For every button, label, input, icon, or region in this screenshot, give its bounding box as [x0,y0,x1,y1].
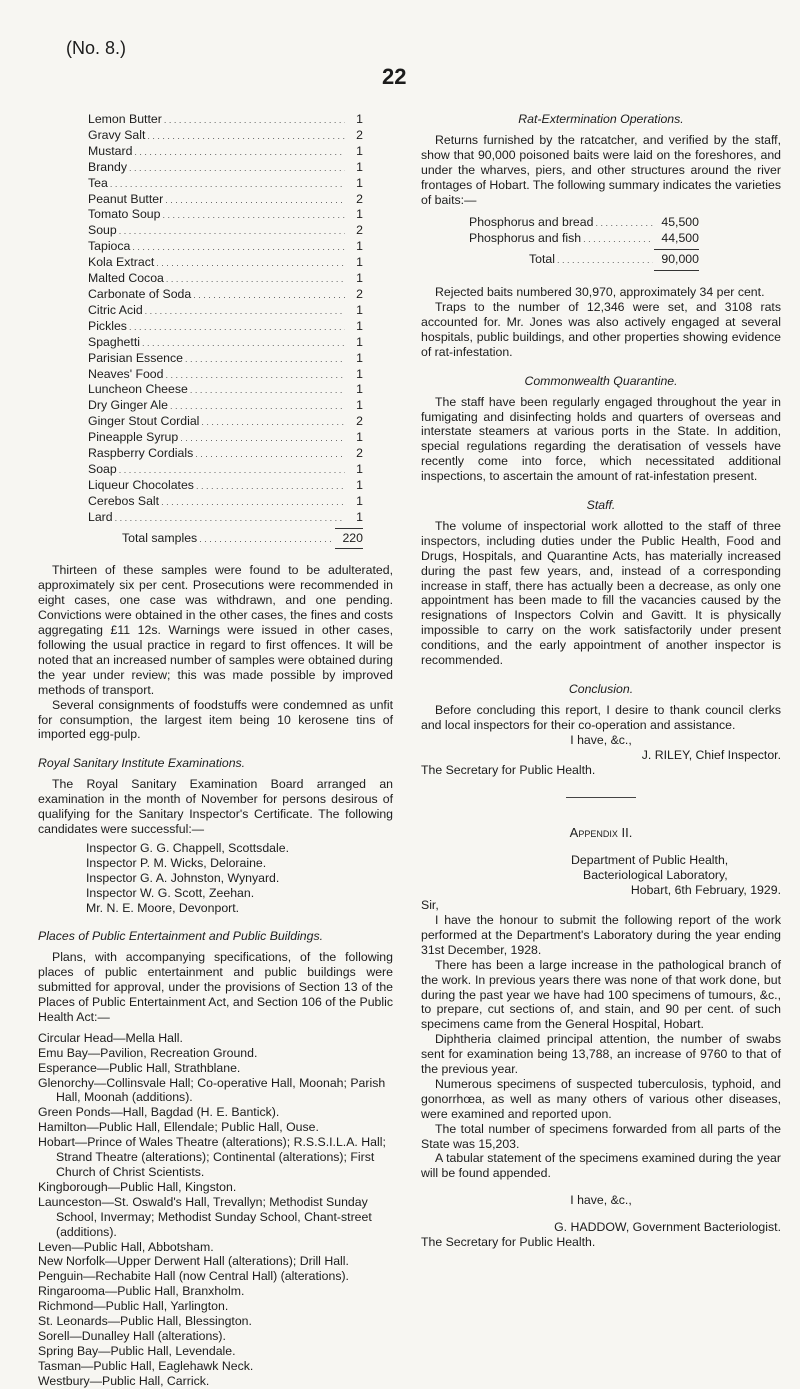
sample-count: 1 [356,477,363,492]
sample-name: Neaves' Food [88,366,164,381]
sample-row [88,239,363,255]
places-paragraph: Plans, with accompanying specifications, of the following places of public entertainment and public buildings were submitted for approval, under the provisions of Section 13 of the Places of Public Entertainment Act, and Section 106 of the Public Health Act:— [38,950,393,1024]
sample-name: Raspberry Cordials [88,446,194,461]
sample-name: Peanut Butter [88,191,164,206]
sample-count: 1 [356,255,363,270]
venue-item: Westbury—Public Hall, Carrick. [38,1373,210,1388]
venue-item: Richmond—Public Hall, Yarlington. [38,1299,229,1314]
conclusion-paragraph: Before concluding this report, I desire to thank council clerks and local inspectors for their co-operation and assistance. [421,702,781,732]
candidate-item: Inspector G. G. Chappell, Scottsdale. [86,840,290,855]
sample-name: Luncheon Cheese [88,382,188,397]
sample-name: Parisian Essence [88,350,184,365]
sample-name: Dry Ginger Ale [88,398,168,413]
sample-row [88,287,363,303]
sample-row [88,192,363,208]
sample-row [88,176,363,192]
sample-count: 1 [356,159,363,174]
venue-item: Launceston—St. Oswald's Hall, Trevallyn; Methodist Sunday School, Invermay; Methodist Sunday School, Chant-street (additions). [38,1194,372,1239]
places-heading: Places of Public Entertainment and Public Buildings. [38,929,324,944]
venue-item: Glenorchy—Collinsvale Hall; Co-operative Hall, Moonah; Parish Hall, Moonah (additions). [38,1075,386,1105]
venue-item: Tasman—Public Hall, Eaglehawk Neck. [38,1358,254,1373]
sample-count: 1 [356,302,363,317]
sign2-have: I have, &c., [570,1193,632,1208]
sample-row [88,478,363,494]
sample-name: Pickles [88,318,127,333]
staff-heading: Staff. [586,498,616,513]
candidates-list [86,841,393,916]
sample-row [88,319,363,335]
candidate-item: Inspector G. A. Johnston, Wynyard. [86,870,280,885]
sample-count: 1 [356,271,363,286]
sample-row [88,510,363,526]
increase-paragraph: There has been a large increase in the pathological branch of the work. In previous years there was none of that work done, but during the past year we have had 100 specimens of tumours, &c., to prepare, cut sections of, and stain, and 90 per cent. of such specimens came from the General Hospital, Hobart. [421,957,781,1032]
sample-name: Citric Acid [88,302,143,317]
sample-name: Mustard [88,143,133,158]
sample-name: Ginger Stout Cordial [88,414,200,429]
sample-name: Cerebos Salt [88,493,160,508]
sample-name: Tea [88,175,108,190]
sample-row [88,382,363,398]
sample-count: 1 [356,398,363,413]
sample-count: 1 [356,143,363,158]
sample-row [88,223,363,239]
sample-count: 1 [356,430,363,445]
venue-item: Sorell—Dunalley Hall (alterations). [38,1328,226,1343]
page-number: 22 [382,64,407,89]
venue-item: Circular Head—Mella Hall. [38,1030,183,1045]
bait-value: 44,500 [661,231,699,246]
baits-total-value: 90,000 [661,252,699,267]
traps-paragraph: Traps to the number of 12,346 were set, and 3108 rats accounted for. Mr. Jones was also actively engaged at several hospitals, public buildings, and other properties showing evidence of rat-infestation. [421,300,781,359]
bait-name: Phosphorus and fish [469,231,582,246]
adulterated-paragraph: Thirteen of these samples were found to be adulterated, approximately six per cent. Prosecutions were recommended in eight cases, one case was withdrawn, and one pending. Convictions were obtained in the other cases, the fines and costs aggregating £11 12s. Warnings were issued in other cases, following the usual practice in regard to first offences. It will be noted that an increased number of samples were obtained during the year under review; this was made possible by improved methods of transport. [38,563,393,697]
sample-count: 1 [356,461,363,476]
total-rule [335,528,363,529]
sample-name: Lard [88,509,113,524]
appendix-title: Appendix II. [569,825,633,841]
sample-name: Lemon Butter [88,112,162,126]
venue-item: Ringarooma—Public Hall, Branxholm. [38,1284,245,1299]
sample-count: 1 [356,112,363,126]
sample-count: 2 [356,286,363,301]
sample-name: Malted Cocoa [88,271,164,286]
sample-count: 1 [356,509,363,524]
sample-count: 2 [356,191,363,206]
bait-row [469,231,699,247]
sample-name: Tapioca [88,239,131,254]
address-line-2: Bacteriological Laboratory, [583,868,728,883]
sample-row [88,303,363,319]
sample-row [88,351,363,367]
venue-item: Green Ponds—Hall, Bagdad (H. E. Bantick). [38,1105,280,1120]
sample-row [88,112,363,128]
sample-name: Carbonate of Soda [88,286,192,301]
numerous-paragraph: Numerous specimens of suspected tuberculosis, typhoid, and gonorrhœa, as well as many others of various other diseases, were examined and reported upon. [421,1076,781,1121]
conclusion-heading: Conclusion. [568,682,634,696]
section-divider [566,797,636,798]
rat-heading: Rat-Extermination Operations. [518,112,684,126]
total-rule-bottom [335,548,363,549]
sample-row [88,144,363,160]
venue-item: Spring Bay—Public Hall, Levendale. [38,1343,236,1358]
left-column [38,112,393,1389]
venue-item: Hamilton—Public Hall, Ellendale; Public Hall, Ouse. [38,1120,319,1135]
sample-row [88,494,363,510]
sample-row [88,128,363,144]
quarantine-paragraph: The staff have been regularly engaged throughout the year in fumigating and disinfecting holds and quarters of overseas and interstate steamers at various ports in the State. In addition, special regulations regarding the deratisation of vessels have recently come into force, which necessitated additional inspections, to ascertain the amount of rat-infestation present. [421,394,781,484]
sample-count: 2 [356,223,363,238]
sample-name: Gravy Salt [88,127,146,142]
venue-item: St. Leonards—Public Hall, Blessington. [38,1314,252,1329]
sign2-name: G. HADDOW, Government Bacteriologist. [554,1220,781,1235]
venue-item: Esperance—Public Hall, Strathblane. [38,1060,241,1075]
sample-row [88,367,363,383]
sample-count: 1 [356,493,363,508]
sign2-recipient: The Secretary for Public Health. [421,1235,596,1250]
sample-count: 2 [356,446,363,461]
sample-count: 1 [356,239,363,254]
sample-count: 2 [356,414,363,429]
sample-count: 1 [356,350,363,365]
candidate-item: Mr. N. E. Moore, Devonport. [86,900,240,915]
quarantine-heading: Commonwealth Quarantine. [524,373,678,388]
rat-paragraph: Returns furnished by the ratcatcher, and verified by the staff, show that 90,000 poisoned baits were laid on the foreshores, and under the wharves, piers, and other structures around the river frontages of Hobart. The following summary indicates the varieties of baits:— [421,132,781,207]
sample-count: 1 [356,175,363,190]
sample-name: Soap [88,461,117,476]
sample-row [88,160,363,176]
total-samples-value: 220 [342,530,363,545]
document-number: (No. 8.) [66,38,127,58]
samples-total [88,528,363,550]
sample-row [88,398,363,414]
sample-row [88,255,363,271]
sample-count: 1 [356,207,363,222]
right-column [421,112,781,1250]
address-line-1: Department of Public Health, [571,853,729,868]
sample-row [88,335,363,351]
sample-count: 1 [356,334,363,349]
baits-total-label: Total [529,252,555,267]
sample-count: 1 [356,366,363,381]
bait-value: 45,500 [661,215,699,230]
rsi-heading: Royal Sanitary Institute Examinations. [38,756,246,771]
venues-list [38,1031,393,1389]
sample-name: Spaghetti [88,334,140,349]
sign-recipient: The Secretary for Public Health. [421,762,596,777]
venue-item: Leven—Public Hall, Abbotsham. [38,1239,214,1254]
sample-row [88,430,363,446]
sample-name: Tomato Soup [88,207,161,222]
salutation: Sir, [421,898,439,913]
candidate-item: Inspector W. G. Scott, Zeehan. [86,885,255,900]
venue-item: Penguin—Rechabite Hall (now Central Hall) (alterations). [38,1269,349,1284]
sample-name: Soup [88,223,117,238]
venue-item: New Norfolk—Upper Derwent Hall (alterations); Drill Hall. [38,1254,349,1269]
address-line-3: Hobart, 6th February, 1929. [630,883,781,898]
sample-row [88,207,363,223]
sample-name: Brandy [88,159,127,174]
sample-row [88,414,363,430]
total-samples-label: Total samples [122,530,198,545]
staff-paragraph: The volume of inspectorial work allotted to the staff of three inspectors, including duties under the Public Health, Food and Drugs, Hospitals, and Quarantine Acts, has materially increased during the past few years, and, instead of a corresponding increase in staff, there has actually been a decrease, as only one appointment has been made to fill the vacancies caused by the resignations of Inspectors Colvin and Gavitt. It is physically impossible to carry on the work satisfactorily under present conditions, and the early appointment of another inspector is recommended. [421,518,781,668]
baits-total [469,249,699,271]
total-specimens-paragraph: The total number of specimens forwarded from all parts of the State was 15,203. [421,1121,781,1151]
venue-item: Emu Bay—Pavilion, Recreation Ground. [38,1045,258,1060]
candidate-item: Inspector P. M. Wicks, Deloraine. [86,855,267,870]
sample-name: Pineapple Syrup [88,430,179,445]
sample-count: 1 [356,318,363,333]
sample-count: 2 [356,127,363,142]
venue-item: Hobart—Prince of Wales Theatre (alterations); R.S.S.I.L.A. Hall; Strand Theatre (alterations); Continental (alterations); First Church of Christ Scientists. [38,1135,386,1179]
bait-row [469,215,699,231]
sample-row [88,462,363,478]
sign-have: I have, &c., [570,732,632,747]
sample-row [88,446,363,462]
rejected-paragraph: Rejected baits numbered 30,970, approximately 34 per cent. [435,285,765,300]
condemned-paragraph: Several consignments of foodstuffs were condemned as unfit for consumption, the largest item being 10 kerosene tins of imported egg-pulp. [38,697,393,742]
tabular-paragraph: A tabular statement of the specimens examined during the year will be found appended. [421,1151,781,1181]
samples-list [88,112,363,526]
baits-table [469,215,699,247]
sample-name: Kola Extract [88,255,155,270]
honour-paragraph: I have the honour to submit the following report of the work performed at the Department's Laboratory during the year ending 31st December, 1928. [421,912,781,957]
sample-name: Liqueur Chocolates [88,477,194,492]
sample-count: 1 [356,382,363,397]
bait-name: Phosphorus and bread [469,215,594,230]
sign-name: J. RILEY, Chief Inspector. [641,747,781,762]
rsi-paragraph: The Royal Sanitary Examination Board arranged an examination in the month of November for persons desirous of qualifying for the Sanitary Inspector's Certificate. The following candidates were successful:— [38,777,393,836]
venue-item: Kingborough—Public Hall, Kingston. [38,1179,237,1194]
diphtheria-paragraph: Diphtheria claimed principal attention, the number of swabs sent for examination being 13,788, an increase of 9760 to that of the previous year. [421,1032,781,1077]
sample-row [88,271,363,287]
